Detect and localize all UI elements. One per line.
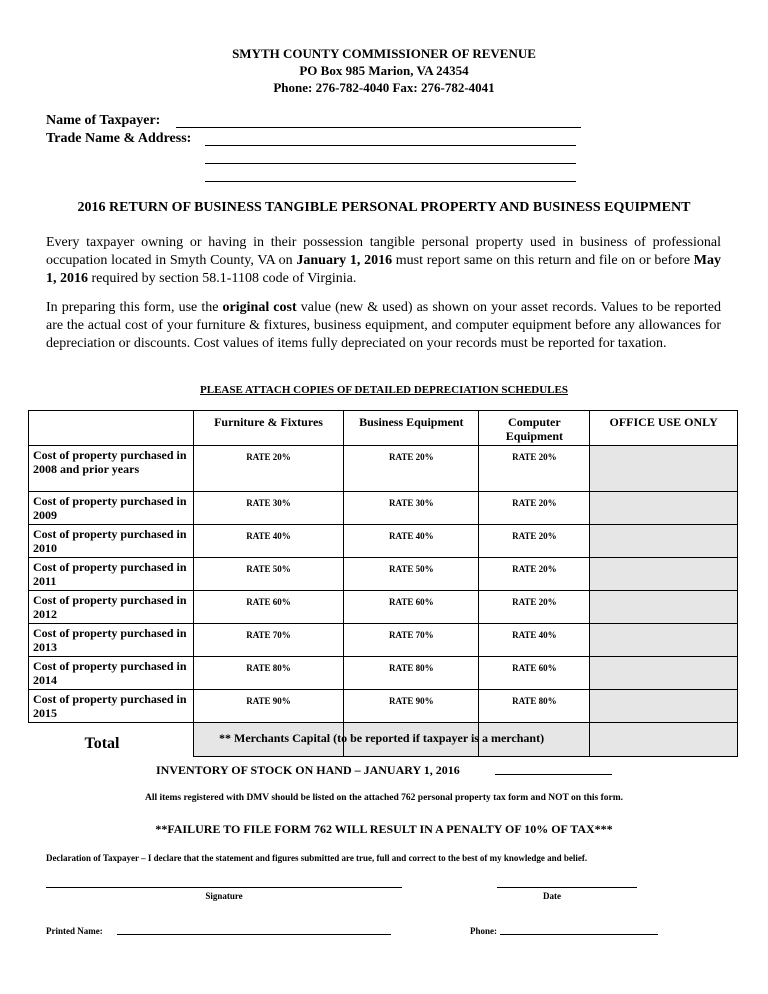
rate-cell[interactable]: RATE 20% — [479, 446, 590, 492]
blank-header-cell — [29, 411, 194, 446]
rate-cell[interactable]: RATE 60% — [344, 591, 479, 624]
office-name: SMYTH COUNTY COMMISSIONER OF REVENUE — [232, 46, 536, 61]
taxpayer-name-line[interactable] — [176, 112, 581, 128]
table-row — [29, 690, 738, 723]
property-table — [28, 410, 738, 757]
office-use-cell — [590, 591, 738, 624]
row-label: Cost of property purchased in 2010 — [29, 525, 194, 558]
trade-address-line-3[interactable] — [205, 166, 576, 182]
rate-cell[interactable]: RATE 60% — [193, 591, 343, 624]
dmv-note: All items registered with DMV should be listed on the attached 762 personal property tax form and NOT on this form. — [144, 793, 624, 803]
rate-cell[interactable]: RATE 20% — [193, 446, 343, 492]
table-row — [29, 657, 738, 690]
rate-cell[interactable]: RATE 80% — [344, 657, 479, 690]
table-row — [29, 591, 738, 624]
rate-cell[interactable]: RATE 90% — [193, 690, 343, 723]
signature-label: Signature — [205, 891, 243, 901]
row-label: Cost of property purchased in 2008 and prior years — [29, 446, 194, 492]
row-label: Cost of property purchased in 2011 — [29, 558, 194, 591]
rate-cell[interactable]: RATE 70% — [193, 624, 343, 657]
rate-cell[interactable]: RATE 60% — [479, 657, 590, 690]
row-label: Cost of property purchased in 2009 — [29, 492, 194, 525]
table-row — [29, 492, 738, 525]
table-row — [29, 624, 738, 657]
rate-cell[interactable]: RATE 20% — [479, 591, 590, 624]
office-use-cell — [590, 492, 738, 525]
col-header-office: OFFICE USE ONLY — [590, 411, 738, 446]
penalty-note: **FAILURE TO FILE FORM 762 WILL RESULT IN A PENALTY OF 10% OF TAX*** — [155, 822, 613, 836]
taxpayer-name-label: Name of Taxpayer: — [46, 113, 161, 128]
office-use-cell — [590, 657, 738, 690]
office-use-cell — [590, 690, 738, 723]
office-use-cell — [590, 446, 738, 492]
table-header-row — [29, 411, 738, 446]
office-use-cell — [590, 558, 738, 591]
table-row — [29, 558, 738, 591]
total-office-cell — [590, 723, 738, 757]
signature-line[interactable] — [46, 887, 402, 888]
rate-cell[interactable]: RATE 20% — [479, 558, 590, 591]
trade-address-line-2[interactable] — [205, 148, 576, 164]
trade-address-line-1[interactable] — [205, 130, 576, 146]
trade-name-label: Trade Name & Address: — [46, 131, 192, 146]
rate-cell[interactable]: RATE 80% — [193, 657, 343, 690]
col-header-furniture: Furniture & Fixtures — [193, 411, 343, 446]
rate-cell[interactable]: RATE 70% — [344, 624, 479, 657]
rate-cell[interactable]: RATE 20% — [479, 525, 590, 558]
col-header-computer: Computer Equipment — [479, 411, 590, 446]
inventory-label: INVENTORY OF STOCK ON HAND – JANUARY 1, 2016 — [156, 763, 460, 777]
form-title: 2016 RETURN OF BUSINESS TANGIBLE PERSONAL PROPERTY AND BUSINESS EQUIPMENT — [77, 200, 691, 215]
rate-cell[interactable]: RATE 50% — [193, 558, 343, 591]
rate-cell[interactable]: RATE 30% — [193, 492, 343, 525]
rate-cell[interactable]: RATE 80% — [479, 690, 590, 723]
table-row — [29, 446, 738, 492]
instructions-paragraph-1: Every taxpayer owning or having in their possession tangible personal property used in business of professional occupation located in Smyth County, VA on January 1, 2016 must report same on this return and file on or before May 1, 2016 required by section 58.1-1108 code of Virginia. — [46, 235, 722, 286]
rate-cell[interactable]: RATE 90% — [344, 690, 479, 723]
row-label: Cost of property purchased in 2012 — [29, 591, 194, 624]
row-label: Cost of property purchased in 2013 — [29, 624, 194, 657]
rate-cell[interactable]: RATE 20% — [344, 446, 479, 492]
rate-cell[interactable]: RATE 40% — [344, 525, 479, 558]
instructions-paragraph-2: In preparing this form, use the original cost value (new & used) as shown on your asset records. Values to be reported are the actual cost of your furniture & fixtures, business equipment, and computer equipment before any allowances for depreciation or discounts. Cost values of items fully depreciated on your records must be reported for taxation. — [46, 300, 722, 351]
office-phone: Phone: 276-782-4040 Fax: 276-782-4041 — [273, 80, 495, 95]
inventory-value-line[interactable] — [495, 759, 612, 775]
phone-line[interactable] — [500, 934, 658, 935]
printed-name-label: Printed Name: — [46, 926, 103, 936]
date-label: Date — [543, 891, 561, 901]
rate-cell[interactable]: RATE 20% — [479, 492, 590, 525]
office-use-cell — [590, 624, 738, 657]
merchants-capital-note: ** Merchants Capital (to be reported if taxpayer is a merchant) — [219, 731, 545, 745]
date-line[interactable] — [497, 887, 637, 888]
col-header-business: Business Equipment — [344, 411, 479, 446]
rate-cell[interactable]: RATE 40% — [479, 624, 590, 657]
row-label: Cost of property purchased in 2015 — [29, 690, 194, 723]
office-address: PO Box 985 Marion, VA 24354 — [299, 63, 469, 78]
phone-label: Phone: — [470, 926, 497, 936]
rate-cell[interactable]: RATE 30% — [344, 492, 479, 525]
rate-cell[interactable]: RATE 40% — [193, 525, 343, 558]
printed-name-line[interactable] — [117, 934, 391, 935]
table-row — [29, 525, 738, 558]
office-use-cell — [590, 525, 738, 558]
declaration-text: Declaration of Taxpayer – I declare that the statement and figures submitted are true, full and correct to the best of my knowledge and belief. — [46, 853, 588, 863]
rate-cell[interactable]: RATE 50% — [344, 558, 479, 591]
attach-schedules-note: PLEASE ATTACH COPIES OF DETAILED DEPRECIATION SCHEDULES — [200, 384, 568, 396]
row-label: Cost of property purchased in 2014 — [29, 657, 194, 690]
total-label: Total — [29, 723, 194, 757]
